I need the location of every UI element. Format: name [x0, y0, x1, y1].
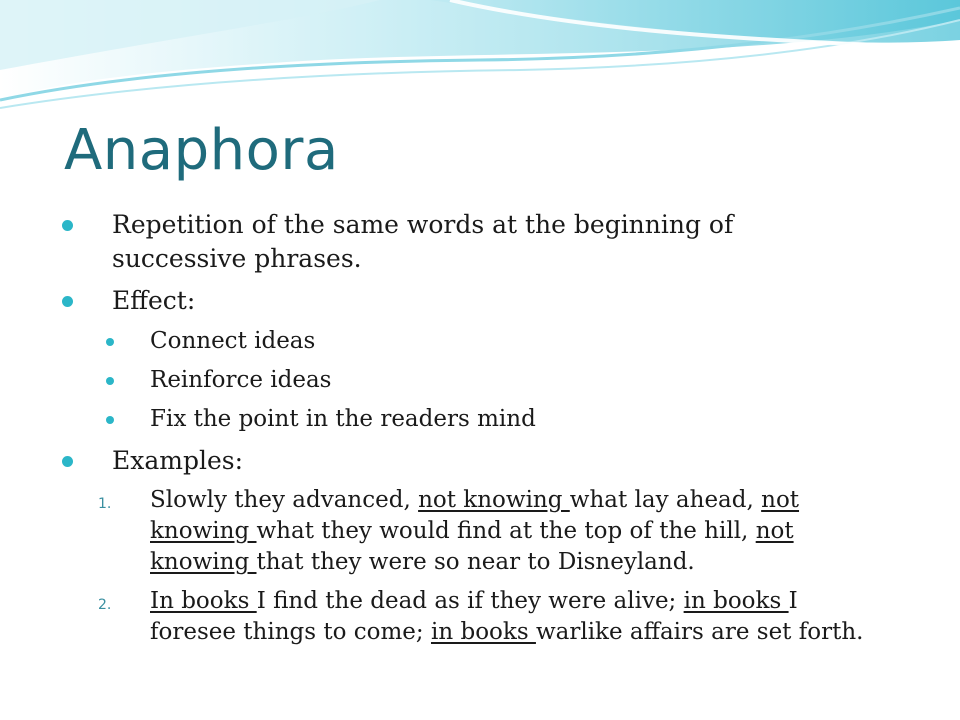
slide-title: Anaphora — [64, 118, 339, 183]
anaphora-phrase: knowing — [150, 518, 257, 544]
header-wave-decoration — [0, 0, 960, 120]
example-1-line-3 — [150, 547, 695, 577]
plain-text: what lay ahead, — [569, 487, 762, 513]
sub-bullet-icon — [106, 377, 114, 385]
definition-line-1: Repetition of the same words at the beginning of — [112, 210, 734, 239]
definition-line-2: successive phrases. — [112, 244, 362, 273]
example-2-line-1 — [150, 586, 798, 616]
bullet-icon — [62, 220, 73, 231]
sub-bullet-icon — [106, 416, 114, 424]
plain-text: foresee things to come; — [150, 619, 431, 645]
effect-heading: Effect: — [112, 286, 196, 315]
sub-bullet-icon — [106, 338, 114, 346]
plain-text: I — [788, 588, 798, 614]
plain-text: what they would find at the top of the hill, — [256, 518, 756, 544]
effect-item: Reinforce ideas — [150, 367, 332, 393]
anaphora-phrase: in books — [430, 619, 536, 645]
bullet-icon — [62, 296, 73, 307]
anaphora-phrase: not — [761, 487, 800, 513]
effect-item: Connect ideas — [150, 328, 316, 354]
anaphora-phrase: not — [755, 518, 794, 544]
plain-text: Slowly they advanced, — [150, 487, 419, 513]
example-1-line-1 — [150, 485, 799, 515]
anaphora-phrase: not knowing — [418, 487, 570, 513]
examples-heading: Examples: — [112, 446, 244, 475]
example-1-line-2 — [150, 516, 794, 546]
anaphora-phrase: in books — [683, 588, 789, 614]
effect-item: Fix the point in the readers mind — [150, 406, 536, 432]
plain-text: warlike affairs are set forth. — [535, 619, 864, 645]
plain-text: that they were so near to Disneyland. — [256, 549, 695, 575]
anaphora-phrase: knowing — [150, 549, 257, 575]
plain-text: I find the dead as if they were alive; — [256, 588, 684, 614]
example-2-line-2 — [150, 617, 863, 647]
example-number: 2. — [98, 597, 112, 613]
example-number: 1. — [98, 496, 112, 512]
bullet-icon — [62, 456, 73, 467]
anaphora-phrase: In books — [150, 588, 257, 614]
